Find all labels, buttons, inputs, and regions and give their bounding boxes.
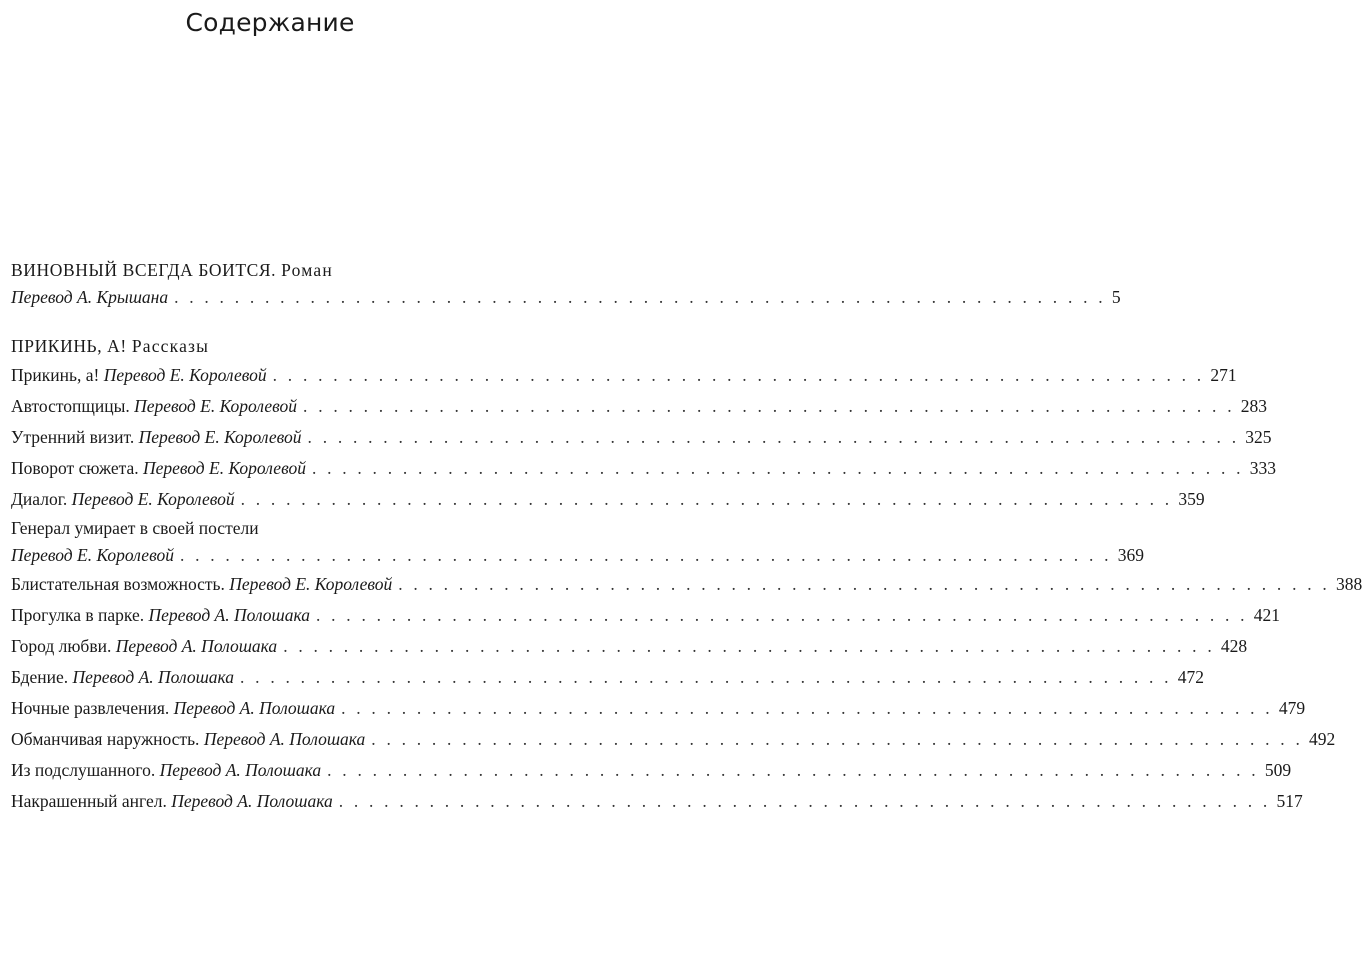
part-heading-title: ВИНОВНЫЙ ВСЕГДА БОИТСЯ. <box>11 260 277 280</box>
entry-page-number: 421 <box>1253 605 1280 625</box>
toc-entry[interactable] <box>11 693 1306 724</box>
entry-translator: Перевод А. Полошака <box>148 605 310 625</box>
entry-page-number: 325 <box>1245 427 1272 447</box>
entry-translator: Перевод Е. Королевой <box>71 489 235 509</box>
part-genre: Рассказы <box>131 336 210 356</box>
entry-title: Обманчивая наружность. <box>11 729 200 749</box>
entry-translator: Перевод А. Полошака <box>203 729 366 749</box>
entry-title: Поворот сюжета. <box>11 458 139 478</box>
toc-entry[interactable] <box>11 542 1144 569</box>
part-genre: Роман <box>281 260 333 280</box>
dot-leader: . . . . . . . . . . . . . . . . . . . . . . . . . . . . . . . . . . . . . . . . . . . . . . . . . . . . . . . . . . . . . . <box>311 458 1244 478</box>
entry-page-number: 479 <box>1278 698 1306 718</box>
toc-entry[interactable] <box>11 755 1292 786</box>
entry-translator: Перевод Е. Королевой <box>138 427 302 447</box>
entry-title: Ночные развлечения. <box>11 698 170 718</box>
entry-page-number: 283 <box>1240 396 1268 416</box>
dot-leader: . . . . . . . . . . . . . . . . . . . . . . . . . . . . . . . . . . . . . . . . . . . . . . . . . . . . . . . . . . . . . . <box>272 365 1205 385</box>
dot-leader: . . . . . . . . . . . . . . . . . . . . . . . . . . . . . . . . . . . . . . . . . . . . . . . . . . . . . . . . . . . . . . <box>240 667 1172 687</box>
toc-entry[interactable] <box>11 484 1205 515</box>
part-heading <box>11 333 527 360</box>
part-heading-title: ПРИКИНЬ, А! <box>11 336 127 356</box>
part-heading <box>11 257 527 284</box>
entry-page-number: 492 <box>1309 729 1336 749</box>
toc-entry[interactable] <box>11 631 1248 662</box>
toc-entry[interactable] <box>11 569 1362 600</box>
page-title: Содержание <box>185 8 355 37</box>
entry-translator: Перевод Е. Королевой <box>11 545 174 565</box>
dot-leader: . . . . . . . . . . . . . . . . . . . . . . . . . . . . . . . . . . . . . . . . . . . . . . . . . . . . . . . . . . . . . . <box>316 605 1248 625</box>
entry-title: Блистательная возможность. <box>11 574 225 594</box>
entry-title: Прикинь, а! <box>11 365 100 385</box>
entry-title: Автостопщицы. <box>11 396 130 416</box>
entry-page-number: 333 <box>1249 458 1276 478</box>
dot-leader: . . . . . . . . . . . . . . . . . . . . . . . . . . . . . . . . . . . . . . . . . . . . . . . . . . . . . . . . . . . . . . <box>283 636 1215 656</box>
toc-entry[interactable] <box>11 724 1336 755</box>
entry-title: Утренний визит. <box>11 427 135 447</box>
toc-entry[interactable] <box>11 391 1268 422</box>
entry-title: Прогулка в парке. <box>11 605 145 625</box>
toc-entry[interactable] <box>11 600 1280 631</box>
dot-leader: . . . . . . . . . . . . . . . . . . . . . . . . . . . . . . . . . . . . . . . . . . . . . . . . . . . . . . . . . . . . . . <box>398 574 1330 594</box>
dot-leader: . . . . . . . . . . . . . . . . . . . . . . . . . . . . . . . . . . . . . . . . . . . . . . . . . . . . . . . . . . . . . . <box>303 396 1235 416</box>
table-of-contents <box>11 257 1362 817</box>
entry-title: Бдение. <box>11 667 69 687</box>
entry-page-number: 388 <box>1335 574 1362 594</box>
dot-leader: . . . . . . . . . . . . . . . . . . . . . . . . . . . . . . . . . . . . . . . . . . . . . . . . . . . . . . . . . . . . . . <box>307 427 1240 447</box>
entry-translator: Перевод А. Полошака <box>159 760 322 780</box>
entry-page-number: 369 <box>1117 545 1144 565</box>
toc-entry[interactable] <box>11 662 1205 693</box>
dot-leader: . . . . . . . . . . . . . . . . . . . . . . . . . . . . . . . . . . . . . . . . . . . . . . . . . . . . . . . . . . . . . . <box>341 698 1273 718</box>
toc-entry[interactable] <box>11 786 1303 817</box>
entry-translator: Перевод А. Полошака <box>173 698 336 718</box>
entry-translator: Перевод А. Полошака <box>115 636 278 656</box>
toc-entry[interactable] <box>11 284 1121 311</box>
dot-leader: . . . . . . . . . . . . . . . . . . . . . . . . . . . . . . . . . . . . . . . . . . . . . . . . . . . . . . . . . . . . . . <box>240 489 1173 509</box>
dot-leader: . . . . . . . . . . . . . . . . . . . . . . . . . . . . . . . . . . . . . . . . . . . . . . . . . . . . . . . . . . . . . . <box>327 760 1259 780</box>
entry-page-number: 517 <box>1276 791 1303 811</box>
entry-translator: Перевод Е. Королевой <box>134 396 298 416</box>
entry-page-number: 5 <box>1111 287 1121 307</box>
dot-leader: . . . . . . . . . . . . . . . . . . . . . . . . . . . . . . . . . . . . . . . . . . . . . . . . . . . . . . . . . . . . . . <box>174 287 1106 307</box>
entry-title: Накрашенный ангел. <box>11 791 167 811</box>
entry-translator: Перевод А. Крышана <box>11 287 169 307</box>
toc-entry[interactable] <box>11 453 1276 484</box>
dot-leader: . . . . . . . . . . . . . . . . . . . . . . . . . . . . . . . . . . . . . . . . . . . . . . . . . . . . . . . . . . . . . . <box>371 729 1304 749</box>
entry-translator: Перевод А. Полошака <box>72 667 235 687</box>
toc-entry[interactable] <box>11 360 1237 391</box>
entry-page-number: 359 <box>1178 489 1205 509</box>
entry-title[interactable]: Генерал умирает в своей постели <box>11 518 259 538</box>
entry-page-number: 472 <box>1177 667 1205 687</box>
dot-leader: . . . . . . . . . . . . . . . . . . . . . . . . . . . . . . . . . . . . . . . . . . . . . . . . . . . . . . . . . . . . . . <box>179 545 1112 565</box>
entry-page-number: 271 <box>1210 365 1237 385</box>
entry-translator: Перевод Е. Королевой <box>103 365 267 385</box>
entry-translator: Перевод Е. Королевой <box>229 574 393 594</box>
entry-title: Из подслушанного. <box>11 760 156 780</box>
entry-title: Город любви. <box>11 636 112 656</box>
entry-translator: Перевод А. Полошака <box>171 791 333 811</box>
entry-page-number: 509 <box>1264 760 1292 780</box>
entry-title: Диалог. <box>11 489 68 509</box>
dot-leader: . . . . . . . . . . . . . . . . . . . . . . . . . . . . . . . . . . . . . . . . . . . . . . . . . . . . . . . . . . . . . . <box>338 791 1271 811</box>
entry-page-number: 428 <box>1220 636 1248 656</box>
entry-translator: Перевод Е. Королевой <box>143 458 306 478</box>
toc-entry[interactable] <box>11 422 1272 453</box>
